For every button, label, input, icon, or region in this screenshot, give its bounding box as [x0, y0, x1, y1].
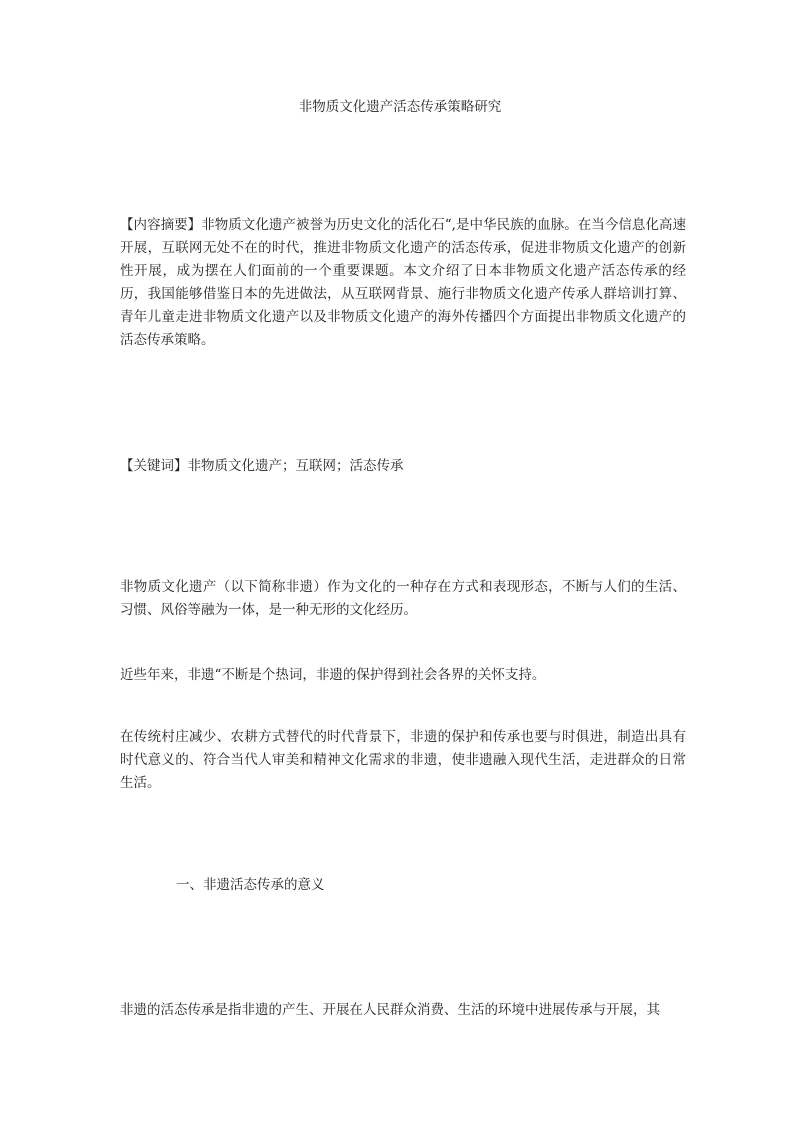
section-heading: 一、非遗活态传承的意义 [176, 877, 325, 893]
body-paragraph-1: 非物质文化遗产（以下简称非遗）作为文化的一种存在方式和表现形态，不断与人们的生活、习惯、风俗等融为一体，是一种无形的文化经历。 [120, 579, 686, 618]
document-title: 非物质文化遗产活态传承策略研究 [298, 99, 502, 115]
keywords-text: 非物质文化遗产；互联网；活态传承 [187, 458, 404, 474]
abstract-paragraph [120, 214, 686, 352]
keywords-paragraph [120, 455, 686, 478]
keywords-label: 【关键词】 [120, 458, 188, 474]
abstract-text: 非物质文化遗产被誉为历史文化的活化石“,是中华民族的血脉。在当今信息化高速开展，互联网无处不在的时代，推进非物质文化遗产的活态传承，促进非物质文化遗产的创新性开展，成为摆在人们面前的一个重要课题。本文介绍了日本非物质文化遗产活态传承的经历，我国能够借鉴日本的先进做法，从互联网背景、施行非物质文化遗产传承人群培训打算、青年儿童走进非物质文化遗产以及非物质文化遗产的海外传播四个方面提出非物质文化遗产的活态传承策略。 [120, 217, 687, 348]
body-paragraph-3: 在传统村庄减少、农耕方式替代的时代背景下，非遗的保护和传承也要与时俱进，制造出具有时代意义的、符合当代人审美和精神文化需求的非遗，使非遗融入现代生活，走进群众的日常生活。 [120, 729, 686, 791]
abstract-label: 【内容摘要】 [120, 217, 202, 233]
body-paragraph-2: 近些年来，非遗“不断是个热词，非遗的保护得到社会各界的关怀支持。 [120, 667, 546, 683]
section-paragraph: 非遗的活态传承是指非遗的产生、开展在人民群众消费、生活的环境中进展传承与开展，其 [120, 1002, 660, 1018]
